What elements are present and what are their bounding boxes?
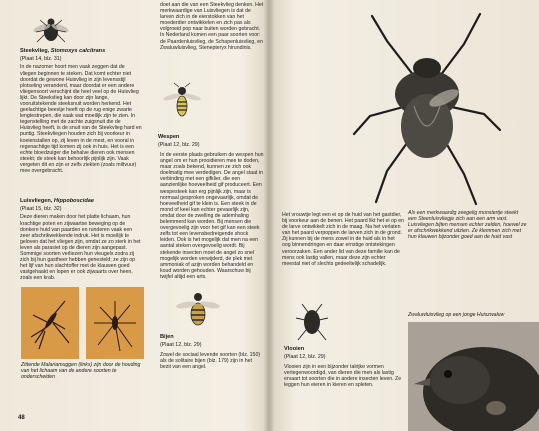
bee-ref: (Plaat 12, blz. 29) — [160, 342, 202, 349]
stable-fly-ref: (Plaat 14, blz. 31) — [20, 56, 62, 63]
stable-fly-section — [20, 48, 142, 196]
flea-heading — [284, 346, 364, 362]
wasp-ref: (Plaat 12, blz. 29) — [158, 142, 200, 149]
info-box-text: Als een merkwaardig zeegelig monstertje steekt een Steenluisvliegje zich aan een arm vast. Luisvliegen bijten mensen echter zelden, hoewel ze er afschrikwekkend uitzien. Ze klemmen zich met hun klauwen bijzonder goed aan de huid vast — [408, 210, 527, 241]
wasp-body: In de eerste plaats gebruiken de wespen hun angel om er hun prooidieren mee te doden, maar zoals bekend, kunnen ze zich ook doelmatig mee verdedigen. De angel staat in verbinding met een gifklier, die een aanzienlijke hoeveelheid gif produceert. Een wespesteek kan erg pijnlijk zijn, maar is normaal gesproken ongevaarlijk, omdat de hoeveelheid gif te klein is. Een steek in de mond of keel kan echter gevaarlijk zijn, omdat door de zwelling de ademhaling belemmerd kan worden. Bij mensen die overgevoelig zijn voor het gif kan een steek zelfs tot een levensbedreigende shock leiden. Ook is het mogelijk dat men na een aantal steken overgevoelig wordt. Bij stekende insecten moet de angel zo snel mogelijk worden verwijderd, de plek met ammoniak of azijn worden behandeld en koud worden gehouden. Waarschuw bij twijfel altijd een arts. — [160, 152, 264, 280]
stable-fly-illustration — [32, 14, 70, 46]
bee-heading — [160, 334, 240, 350]
wasp-title: Wespen — [158, 134, 180, 140]
info-box — [408, 210, 528, 254]
mosquito-caption: Zittende Malariamuggen (links) zijn door de houding van het lichaam van de andere soorten te onderscheiden — [21, 362, 141, 380]
louse-fly-ref: (Plaat 15, blz. 32) — [20, 206, 62, 213]
flea-illustration — [294, 302, 330, 342]
louse-fly-continuation-text: doet aan die van een Steekvlieg denken. Het merkwaardige van Luisvliegen is dat de larven zich in de eierstokken van het moederdier ontwikkelen en zich pas als volgroeid pop naar buiten worden gebracht. In Nederland komen een paar soorten voor: de Paardenluisvlieg, de Schapenluisvlieg, en Zwaluwluisvlieg, Stenepteryx hirundinis. — [160, 2, 264, 51]
flea-ref: (Plaat 12, blz. 29) — [284, 354, 326, 361]
flea-title: Vlooien — [284, 346, 305, 352]
page-number-left: 48 — [18, 415, 25, 421]
louse-fly-latin: Hippoboscidae — [53, 198, 94, 204]
stable-fly-body: In de nazomer hoort men vaak zeggen dat de vliegen beginnen te steken. Dat komt echter niet doordat de gewone Huisvlieg in zijn levensstijl plotseling veranderd, maar doordat er een andere vliegensoort verschijnt die heel veel op de Huisvlieg lijkt. De Steekvlieg kan door zijn lange, vooruitstekende steeksnuit worden herkend. Het geelachtige beestje heeft op de rug enige zwarte lengtestrepen, die vaak wat moeilijk zijn te zien. In tegenstelling met de zachte zuigsnuit die de Huisvlieg heeft, is de snuit van de Steekvlieg hard en puntig. Steekvliegen houden zich bij voorkeur in koeienstallen op, zij leven in de mest, en vooral in regenachtige tijd komen zij ook in huis. Het is een echte bloedzuiger die behalve dieren ook mensen steekt; de steek kan behoorlijk pijnlijk zijn. Vaak vergeten dit en zijn er zelfs ziekten (zoals miltvuur) mee overgebracht. — [20, 64, 142, 174]
mosquito-illustration-2 — [90, 293, 140, 353]
wasp-illustration — [162, 82, 202, 120]
louse-fly-section — [20, 198, 142, 282]
swallow-photo-caption: Zwaluwluisvlieg op een jonge Huiszwaluw — [408, 312, 505, 318]
louse-fly-body: Deze dieren maken door het platte lichaam, hun krachtige poten en zijwaartse beweging op de donkere huid van paarden en runderen vaak een zeer afschrikwekkende indruk. Het is moeilijk te geloven dat het vliegen zijn, omdat ze zo sterk in het leven als parasiet op de dieren zijn aangepast. Sommige soorten verliezen hun vleugels zodra zij zich bij hun gastheer hebben genesteld; ze zijn op het lijf van hun slachtoffer met de klauwen goed vastgehaakt en lopen er ook zijwaarts over heen, zoals een krab. — [20, 214, 141, 282]
mosquito-photo-left — [21, 287, 79, 359]
swallow-photo — [408, 322, 539, 431]
stable-fly-latin: Stomoxys calcitrans — [50, 48, 106, 54]
right-mid-text — [282, 212, 404, 310]
bee-text — [160, 352, 264, 372]
louse-fly-continuation — [160, 2, 264, 76]
stable-fly-title: Steekvlieg, — [20, 48, 50, 54]
wasp-heading — [158, 134, 238, 150]
flea-body: Vlooien zijn in een bijzonder talrijke vormen vertegenwoordigd, van dieren die men als lastig ervaart tot soorten die in andere insecten leven. Ze leggen hun eieren in kieren en spleten. — [284, 364, 402, 389]
louse-fly-large-illustration — [352, 6, 502, 211]
bee-illustration — [176, 290, 220, 330]
flea-text — [284, 364, 404, 402]
mosquito-photo-right — [86, 287, 144, 359]
mosquito-illustration — [25, 293, 75, 353]
louse-fly-title: Luisvliegen, — [20, 198, 53, 204]
book-gutter — [264, 0, 274, 431]
bee-title: Bijen — [160, 334, 174, 340]
right-mid-body: Het vrouwtje legt een ei op de huid van het gastdier, bij voorkeur aan de benen. Het paard likt het ei op en de larve ontwikkelt zich in de maag. Na het verlaten van het paard verpoppen de larven zich in de grond. Zij kunnen bij de mens zowel in de huid als in het oog binnendringen en daar ernstige ontstekingen veroorzaken. Een ander lid van deze familie kan de mens ook lastig vallen, maar deze zijn echter meestal niet of slechts gedeeltelijk schadelijk. — [282, 212, 404, 267]
bee-body: Zowel de sociaal levende soorten (blz. 150) als de solitaire bijen (blz. 179) zijn in het bezit van een angel. — [160, 352, 261, 371]
